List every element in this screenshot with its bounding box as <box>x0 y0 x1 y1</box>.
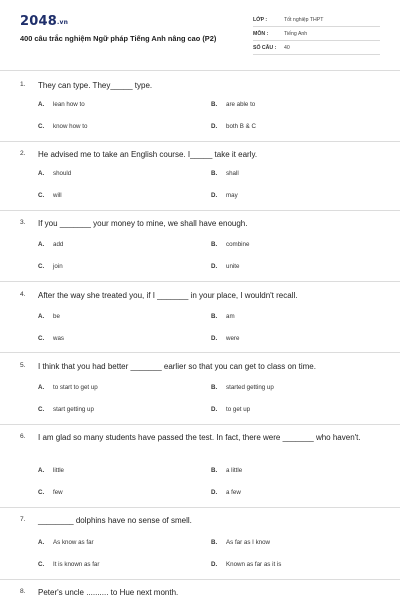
option-letter: D. <box>211 263 218 270</box>
option-letter: D. <box>211 123 218 130</box>
question-text: If you _______ your money to mine, we shall have enough. <box>38 219 248 228</box>
divider <box>0 352 400 353</box>
option-text: know how to <box>53 123 88 130</box>
option-letter: B. <box>211 101 218 108</box>
option-letter: D. <box>211 406 218 413</box>
option-letter: C. <box>38 192 45 199</box>
option-text: to start to get up <box>53 384 98 391</box>
option-text: a few <box>226 489 241 496</box>
option-text: am <box>226 313 235 320</box>
option-text: both B & C <box>226 123 256 130</box>
option-letter: A. <box>38 241 45 248</box>
question-number: 2. <box>20 150 26 157</box>
option-text: be <box>53 313 60 320</box>
option-letter: B. <box>211 170 218 177</box>
question-text: Peter's uncle .......... to Hue next month. <box>38 588 179 597</box>
option-text: unite <box>226 263 240 270</box>
option-letter: A. <box>38 384 45 391</box>
question-number: 8. <box>20 588 26 595</box>
option-letter: C. <box>38 335 45 342</box>
option-letter: D. <box>211 561 218 568</box>
option-text: were <box>226 335 240 342</box>
question-number: 7. <box>20 516 26 523</box>
question-number: 1. <box>20 81 26 88</box>
option-text: As know as far <box>53 539 94 546</box>
meta-key: LỚP : <box>253 17 268 23</box>
option-letter: B. <box>211 384 218 391</box>
option-letter: C. <box>38 123 45 130</box>
option-letter: C. <box>38 406 45 413</box>
option-letter: D. <box>211 489 218 496</box>
option-letter: A. <box>38 539 45 546</box>
divider <box>0 70 400 71</box>
option-letter: A. <box>38 467 45 474</box>
question-number: 5. <box>20 362 26 369</box>
option-text: add <box>53 241 64 248</box>
option-text: It is known as far <box>53 561 100 568</box>
meta-value: Tiếng Anh <box>284 31 308 37</box>
option-letter: C. <box>38 489 45 496</box>
document-header <box>0 0 400 70</box>
divider <box>0 141 400 142</box>
option-letter: B. <box>211 241 218 248</box>
divider <box>0 424 400 425</box>
option-letter: A. <box>38 170 45 177</box>
option-letter: B. <box>211 467 218 474</box>
logo-text: 2048 <box>20 14 57 29</box>
option-text: few <box>53 489 63 496</box>
site-logo[interactable] <box>20 14 68 29</box>
option-text: to get up <box>226 406 251 413</box>
document-title: 400 câu trắc nghiệm Ngữ pháp Tiếng Anh nâng cao (P2) <box>20 34 217 43</box>
question-number: 6. <box>20 433 26 440</box>
meta-row-count <box>253 43 380 55</box>
option-text: are able to <box>226 101 256 108</box>
option-text: was <box>53 335 65 342</box>
option-text: will <box>53 192 62 199</box>
option-text: may <box>226 192 238 199</box>
meta-row-subject <box>253 29 380 41</box>
option-letter: B. <box>211 313 218 320</box>
divider <box>0 210 400 211</box>
option-letter: C. <box>38 561 45 568</box>
meta-key: MÔN : <box>253 31 269 37</box>
option-text: As far as I know <box>226 539 271 546</box>
divider <box>0 507 400 508</box>
option-letter: C. <box>38 263 45 270</box>
option-letter: D. <box>211 192 218 199</box>
option-text: shall <box>226 170 239 177</box>
question-number: 4. <box>20 291 26 298</box>
logo-suffix: .vn <box>56 19 69 26</box>
question-text: ________ dolphins have no sense of smell. <box>38 516 192 525</box>
option-text: started getting up <box>226 384 274 391</box>
question-text: I am glad so many students have passed the test. In fact, there were _______ who haven't. <box>38 433 361 442</box>
option-letter: B. <box>211 539 218 546</box>
option-text: should <box>53 170 72 177</box>
meta-value: 40 <box>284 45 290 51</box>
question-text: They can type. They_____ type. <box>38 81 153 90</box>
option-letter: A. <box>38 101 45 108</box>
option-text: combine <box>226 241 250 248</box>
meta-row-class <box>253 15 380 27</box>
option-letter: D. <box>211 335 218 342</box>
option-text: little <box>53 467 65 474</box>
meta-value: Tốt nghiệp THPT <box>284 17 324 23</box>
option-letter: A. <box>38 313 45 320</box>
option-text: lean how to <box>53 101 85 108</box>
question-text: He advised me to take an English course. I_____ take it early. <box>38 150 258 159</box>
option-text: Known as far as it is <box>226 561 282 568</box>
question-text: I think that you had better _______ earlier so that you can get to class on time. <box>38 362 316 371</box>
question-text: After the way she treated you, if I _______ in your place, I wouldn't recall. <box>38 291 298 300</box>
divider <box>0 281 400 282</box>
option-text: a little <box>226 467 243 474</box>
option-text: join <box>53 263 63 270</box>
option-text: start getting up <box>53 406 94 413</box>
divider <box>0 579 400 580</box>
meta-key: SỐ CÂU : <box>253 45 277 51</box>
question-number: 3. <box>20 219 26 226</box>
